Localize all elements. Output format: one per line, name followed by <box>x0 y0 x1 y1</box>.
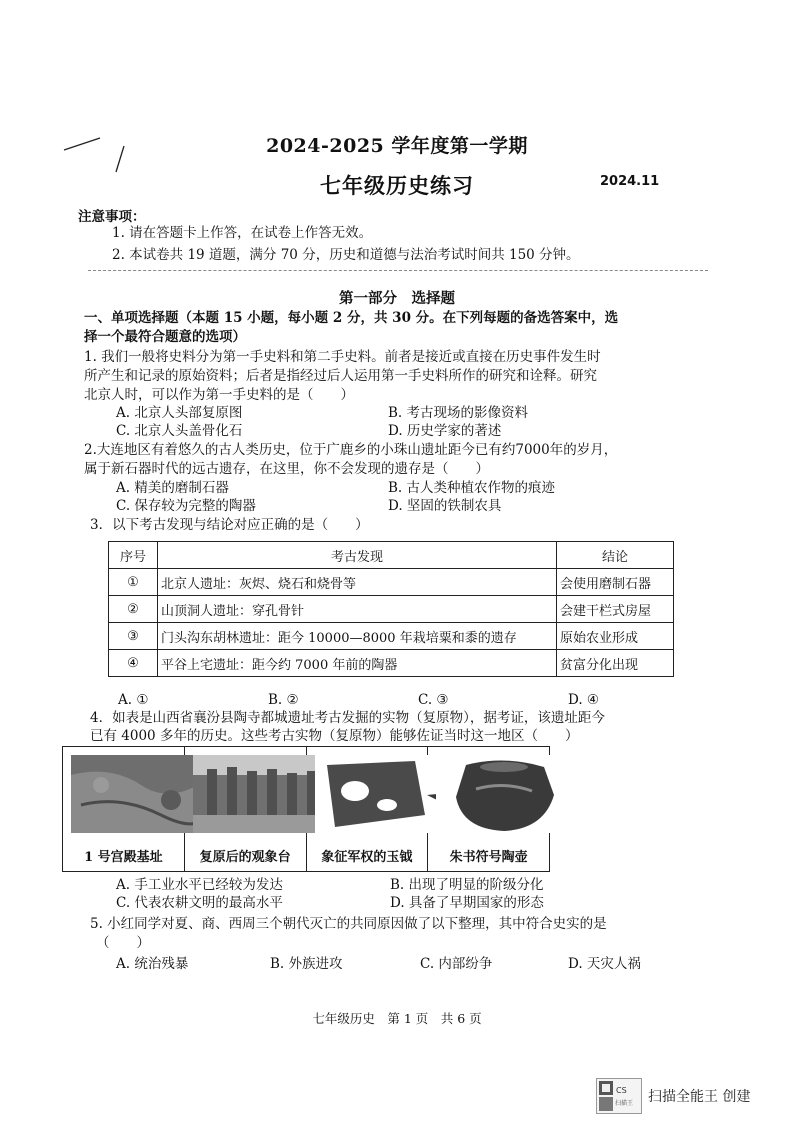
q4-image-cell <box>307 747 429 871</box>
q5-option: B. 外族进攻 <box>270 956 343 972</box>
q2-option: C. 保存较为完整的陶器 <box>116 498 256 514</box>
table-header: 序号 <box>109 542 158 569</box>
q4-image-cell <box>428 747 549 871</box>
table-cell: 原始农业形成 <box>557 623 674 650</box>
svg-text:扫描王: 扫描王 <box>615 1100 634 1107</box>
q2-stem: 2.大连地区有着悠久的古人类历史，位于广鹿乡的小珠山遗址距今已有约7000年的岁月， <box>84 442 618 458</box>
q4-option: D. 具备了早期国家的形态 <box>390 895 544 911</box>
image-caption: 复原后的观象台 <box>199 850 291 865</box>
q5-stem: （ ） <box>96 935 150 951</box>
q1-option: C. 北京人头盖骨化石 <box>116 423 243 439</box>
svg-text:CS: CS <box>616 1086 627 1095</box>
q3-option: B. ② <box>268 692 299 708</box>
q4-option: B. 出现了明显的阶级分化 <box>390 877 544 893</box>
q3-option: C. ③ <box>418 692 449 708</box>
q5-stem: 5. 小红同学对夏、商、西周三个朝代灭亡的共同原因做了以下整理，其中符合史实的是 <box>90 916 607 932</box>
part-heading: 第一部分 选择题 <box>339 290 455 307</box>
q4-stem: 已有 4000 多年的历史。这些考古实物（复原物）能够佐证当时这一地区（ ） <box>90 728 579 744</box>
q1-stem: 北京人时，可以作为第一手史料的是（ ） <box>84 387 354 403</box>
q3-table <box>108 541 674 677</box>
table-row <box>109 596 674 623</box>
table-cell: ③ <box>109 623 158 650</box>
q1-option: A. 北京人头部复原图 <box>116 405 243 421</box>
image-caption: 象征军权的玉钺 <box>321 850 413 865</box>
q4-image-cell <box>63 747 185 871</box>
image-caption: 朱书符号陶壶 <box>449 850 528 865</box>
q1-stem: 所产生和记录的原始资料；后者是指经过后人运用第一手史料所作的研究和诠释。研究 <box>84 368 597 384</box>
notice-item: 1. 请在答题卡上作答，在试卷上作答无效。 <box>112 225 373 241</box>
q2-option: D. 坚固的铁制农具 <box>388 498 502 514</box>
q5-option: C. 内部纷争 <box>420 956 493 972</box>
section-instruction: 择一个最符合题意的选项） <box>84 329 246 345</box>
q2-option: A. 精美的磨制石器 <box>116 480 229 496</box>
q4-option: A. 手工业水平已经较为发达 <box>116 877 283 893</box>
notice-item: 2. 本试卷共 19 道题，满分 70 分，历史和道德与法治考试时间共 150 分钟。 <box>112 247 580 263</box>
table-row <box>109 623 674 650</box>
table-cell: 贫富分化出现 <box>557 650 674 677</box>
q5-option: D. 天灾人祸 <box>568 956 641 972</box>
table-header: 考古发现 <box>158 542 557 569</box>
q4-option: C. 代表农耕文明的最高水平 <box>116 895 283 911</box>
table-row <box>109 650 674 677</box>
camscanner-logo <box>596 1078 642 1114</box>
q3-option: A. ① <box>118 692 149 708</box>
q3-stem: 3．以下考古发现与结论对应正确的是（ ） <box>90 517 369 533</box>
q1-stem: 1. 我们一般将史料分为第一手史料和第二手史料。前者是接近或直接在历史事件发生时 <box>84 349 601 365</box>
table-cell: ① <box>109 569 158 596</box>
table-cell: ② <box>109 596 158 623</box>
q4-image-cell <box>185 747 307 871</box>
q2-stem: 属于新石器时代的远古遗存，在这里，你不会发现的遗存是（ ） <box>84 461 489 477</box>
image-caption: 1 号宫殿基址 <box>84 850 163 865</box>
scanner-watermark <box>596 1078 750 1114</box>
table-header: 结论 <box>557 542 674 569</box>
q3-option: D. ④ <box>568 692 600 708</box>
table-cell: 山顶洞人遗址：穿孔骨针 <box>158 596 557 623</box>
q1-option: B. 考古现场的影像资料 <box>388 405 529 421</box>
exam-title: 2024-2025 学年度第一学期 <box>266 135 528 157</box>
table-cell: 平谷上宅遗址：距今约 7000 年前的陶器 <box>158 650 557 677</box>
exam-date: 2024.11 <box>600 174 660 189</box>
q5-option: A. 统治残暴 <box>116 956 189 972</box>
table-cell: ④ <box>109 650 158 677</box>
table-cell: 门头沟东胡林遗址：距今 10000—8000 年栽培粟和黍的遗存 <box>158 623 557 650</box>
watermark-text: 扫描全能王 创建 <box>648 1089 751 1105</box>
q4-image-row <box>62 746 550 872</box>
table-cell: 北京人遗址：灰烬、烧石和烧骨等 <box>158 569 557 596</box>
notice-heading: 注意事项： <box>78 209 146 225</box>
divider <box>88 270 708 271</box>
table-cell: 会建干栏式房屋 <box>557 596 674 623</box>
q2-option: B. 古人类种植农作物的痕迹 <box>388 480 556 496</box>
q4-stem: 4．如表是山西省襄汾县陶寺都城遗址考古发掘的实物（复原物），据考证，该遗址距今 <box>90 710 605 726</box>
table-header-row <box>109 542 674 569</box>
table-row <box>109 569 674 596</box>
exam-subtitle: 七年级历史练习 <box>320 173 474 198</box>
pottery-jar-photo <box>436 755 572 833</box>
table-cell: 会使用磨制石器 <box>557 569 674 596</box>
q1-option: D. 历史学家的著述 <box>388 423 502 439</box>
page-footer: 七年级历史 第 1 页 共 6 页 <box>312 1011 482 1026</box>
section-instruction: 一、单项选择题（本题 15 小题，每小题 2 分，共 30 分。在下列每题的备选答案中，选 <box>84 310 619 326</box>
